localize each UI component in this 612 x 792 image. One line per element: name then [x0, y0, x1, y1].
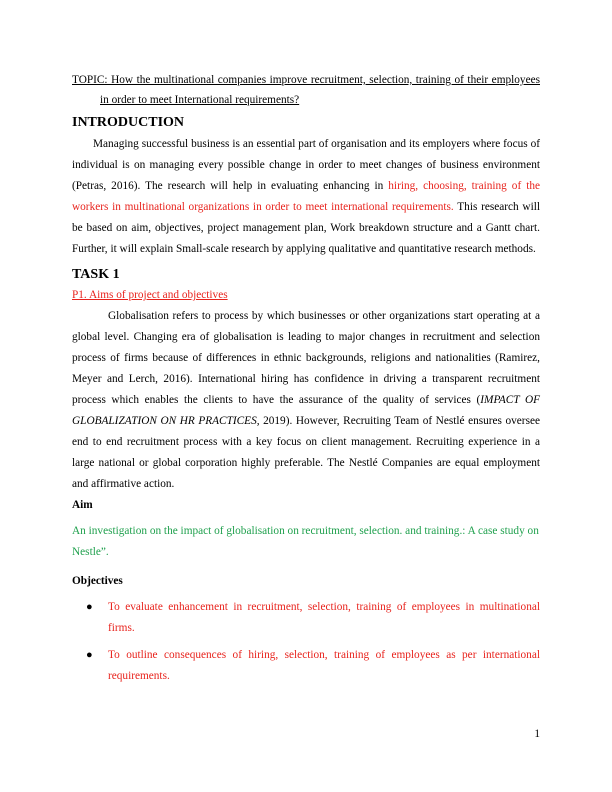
- introduction-paragraph: [72, 134, 540, 260]
- glob-text-a: Globalisation refers to process by which businesses or other organizations start operating at a global level. Changing era of globalisation is leading to major changes in recruitment and selection process of firms because of differences in ethnic backgrounds, religions and nationalities (Ramirez, Meyer and Lerch, 2016). International hiring has confidence in driving a transparent recruitment process which enables the clients to have the assurance of the quality of services (: [72, 310, 540, 406]
- objective-text: To evaluate enhancement in recruitment, selection, training of employees in multinational firms.: [108, 601, 540, 634]
- page-number: 1: [534, 728, 540, 740]
- objective-item: [72, 645, 540, 687]
- bullet-icon: ●: [86, 601, 93, 613]
- topic-line: TOPIC: How the multinational companies improve recruitment, selection, training of their employees in order to meet International requirements?: [72, 74, 540, 106]
- intro-text-a: Managing successful business is an essential part of organisation and its employers where focus of individual is on managing every possible change in order to meet changes of business environment (Petras, 2016). The research will help in evaluating enhancing in: [72, 138, 540, 192]
- aim-text: An investigation on the impact of globalisation on recruitment, selection. and training.: A case study on Nestle”.: [72, 525, 539, 558]
- task1-subheading: P1. Aims of project and objectives: [72, 289, 228, 301]
- glob-text-italic: IMPACT OF GLOBALIZATION ON HR PRACTICES,: [72, 394, 541, 427]
- glob-text-b: 2019). However, Recruiting Team of Nestlé ensures oversee end to end recruitment process with a key focus on client management. Recruiting experience in a large national or global corporation highly preferable. The Nestlé Companies are equal employment and affirmative action.: [72, 415, 540, 490]
- page-content: [72, 70, 540, 693]
- globalisation-paragraph: [72, 306, 540, 495]
- objectives-label: Objectives: [72, 575, 123, 587]
- task1-heading: TASK 1: [72, 267, 120, 282]
- aim-label: Aim: [72, 499, 93, 511]
- intro-text-highlight: hiring, choosing, training of the workers in multinational organizations in order to meet international requirements.: [72, 180, 540, 213]
- bullet-icon: ●: [86, 649, 93, 661]
- introduction-heading: INTRODUCTION: [72, 115, 185, 130]
- intro-text-b: This research will be based on aim, objectives, project management plan, Work breakdown structure and a Gantt chart. Further, it will explain Small-scale research by applying qualitative and quantitative research methods.: [72, 201, 540, 255]
- objective-text: To outline consequences of hiring, selection, training of employees as per international requirements.: [108, 649, 540, 682]
- objectives-list: [72, 597, 540, 687]
- objective-item: [72, 597, 540, 639]
